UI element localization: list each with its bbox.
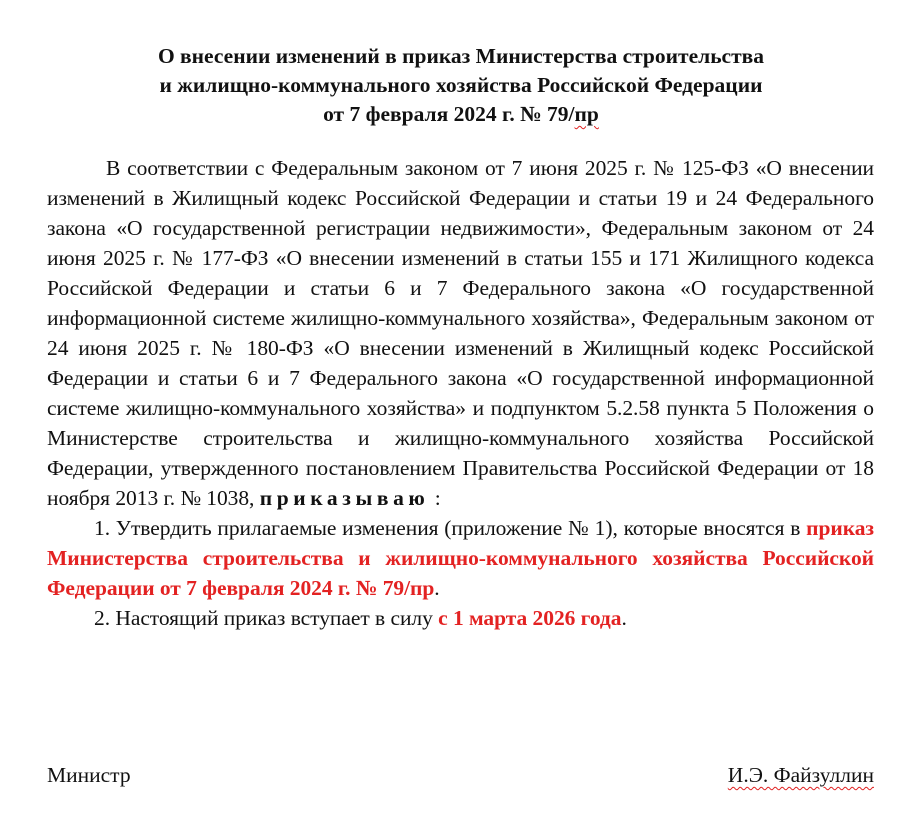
preamble-text: В соответствии с Федеральным законом от 7 июня 2025 г. № 125-ФЗ «О внесении изменений в Жилищный кодекс Российской Федерации и статьи 19 и 24 Федерального закона «О государственной регистрации недвижимости», Федеральным законом от 24 июня 2025 г. № 177-ФЗ «О внесении изменений в статьи 155 и 171 Жилищного кодекса Российской Федерации и статьи 6 и 7 Федерального закона «О государственной информационной системе жилищно-коммунального хозяйства», Федеральным законом от 24 июня 2025 г. № 180-ФЗ «О внесении изменений в Жилищный кодекс Российской Федерации и статьи 6 и 7 Федерального закона «О государственной информационной системе жилищно-коммунального хозяйства» и подпунктом 5.2.58 пункта 5 Положения о Министерстве строительства и жилищно-коммунального хозяйства Российской Федерации, утвержденного постановлением Правительства Российской Федерации от 18 ноября 2013 г. № 1038, [47,156,874,510]
title-line-2: и жилищно-коммунального хозяйства Российской Федерации [159,73,763,97]
document-body [47,153,874,633]
preamble-paragraph [47,153,874,513]
title-line-1: О внесении изменений в приказ Министерства строительства [157,44,765,68]
order-item-2 [47,603,874,633]
item-2-text: 2. Настоящий приказ вступает в силу [94,606,433,630]
item-1-text: 1. Утвердить прилагаемые изменения (приложение № 1), которые вносятся в [94,516,801,540]
item-1-period: . [434,576,440,600]
title-line-3 [48,100,874,129]
document-title [48,42,874,129]
signatory-position: Министр [47,763,131,787]
order-item-1 [47,513,874,603]
spellcheck-flagged-word[interactable]: пр [574,102,599,126]
title-date-number: от 7 февраля 2024 г. № 79/ [323,102,575,126]
order-word: приказываю [259,486,430,510]
item-1-highlight: приказ Министерства строительства и жилищно-коммунального хозяйства Российской Федерации от 7 февраля 2024 г. № 79/пр [47,516,874,600]
signatory-name[interactable]: И.Э. Файзуллин [727,763,874,787]
item-2-period: . [621,606,627,630]
item-2-effective-date: с 1 марта 2026 года [438,606,622,630]
signature-block [47,760,874,790]
order-colon: : [434,486,441,510]
